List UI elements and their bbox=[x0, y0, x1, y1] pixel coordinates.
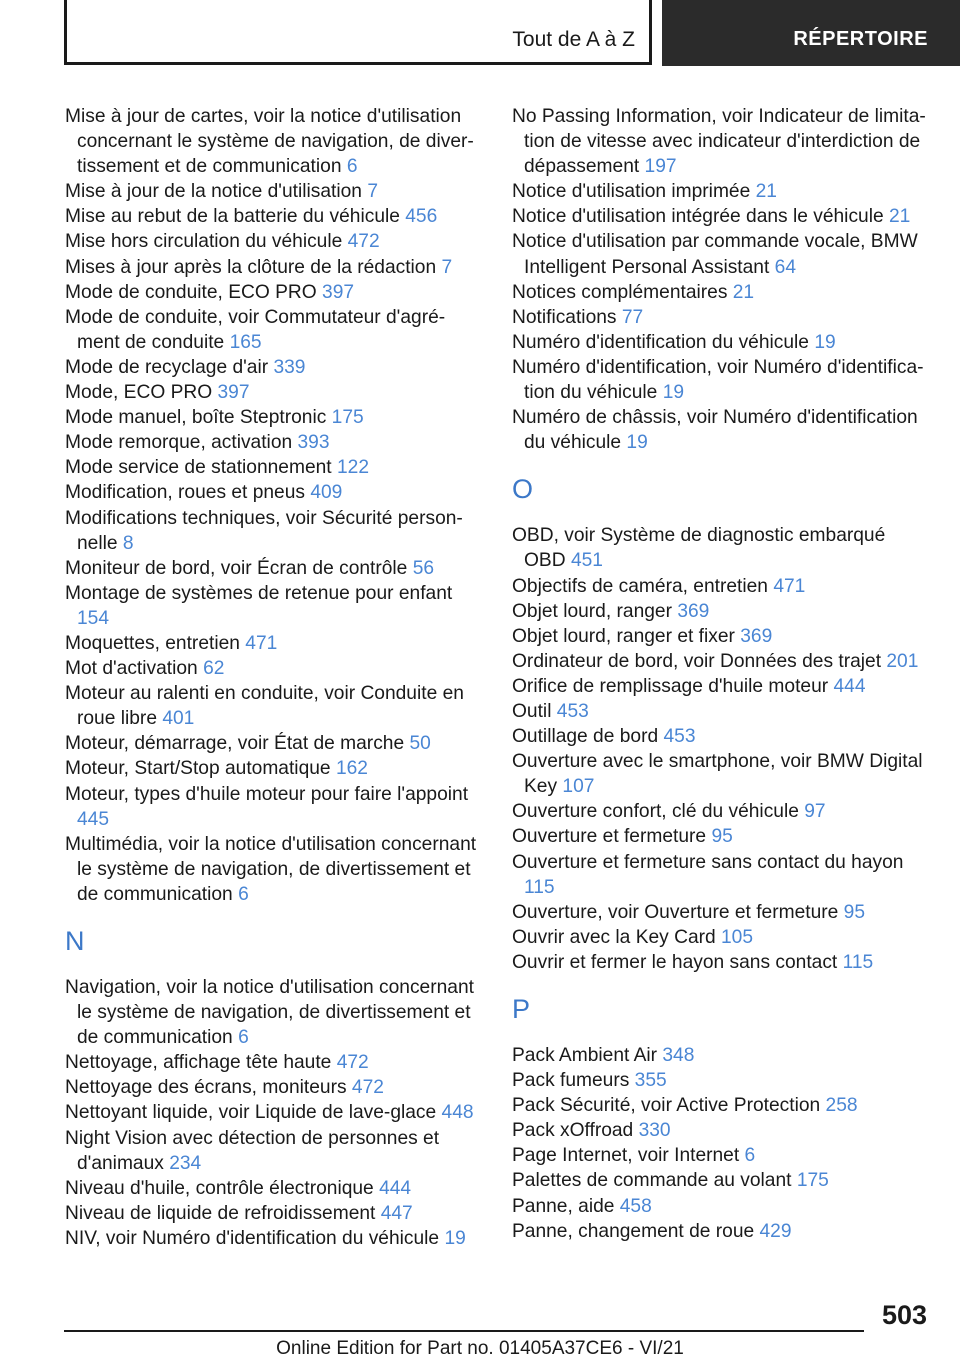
index-entry-page-link[interactable]: 7 bbox=[367, 181, 378, 203]
index-entry-text: Notice d'utilisation imprimée bbox=[512, 181, 751, 203]
index-entry bbox=[65, 782, 480, 832]
index-entry-text: Night Vision avec détection de personnes et d'animaux bbox=[65, 1127, 440, 1174]
index-entry-text: Nettoyage, affichage tête haute bbox=[65, 1052, 332, 1074]
index-entry-page-link[interactable]: 447 bbox=[380, 1202, 413, 1224]
index-entry-text: Objet lourd, ranger et fixer bbox=[512, 625, 735, 647]
index-entry-page-link[interactable]: 77 bbox=[621, 306, 644, 328]
index-entry-page-link[interactable]: 429 bbox=[759, 1220, 792, 1242]
index-entry bbox=[512, 1194, 927, 1219]
header-tab bbox=[662, 0, 960, 66]
index-entry-text: Pack Sécurité, voir Active Protection bbox=[512, 1095, 821, 1117]
index-entry-page-link[interactable]: 21 bbox=[732, 281, 755, 303]
index-entry-page-link[interactable]: 8 bbox=[122, 532, 134, 554]
index-entry-text: Mise hors circulation du véhicule bbox=[65, 231, 343, 253]
index-entry-page-link[interactable]: 472 bbox=[347, 231, 380, 253]
index-entry bbox=[512, 1219, 927, 1244]
index-entry-text: Mot d'activation bbox=[65, 658, 198, 680]
index-entry-text: No Passing Information, voir Indicateur de limitation de vitesse avec indicateur d'interdiction de dépassement bbox=[512, 106, 926, 178]
index-entry-page-link[interactable]: 62 bbox=[203, 658, 225, 680]
index-entry-page-link[interactable]: 401 bbox=[162, 708, 195, 730]
index-entry-text: OBD, voir Système de diagnostic embarqué OBD bbox=[512, 525, 886, 572]
index-entry bbox=[65, 255, 480, 280]
index-entry bbox=[512, 1068, 927, 1093]
index-entry-page-link[interactable]: 453 bbox=[556, 700, 589, 722]
index-entry-text: Pack fumeurs bbox=[512, 1070, 630, 1092]
index-entry-text: Moteur, Start/Stop automatique bbox=[65, 758, 331, 780]
index-entry bbox=[512, 405, 927, 455]
index-entry-page-link[interactable]: 6 bbox=[238, 883, 249, 905]
index-entry bbox=[512, 624, 927, 649]
index-entry-page-link[interactable]: 453 bbox=[663, 726, 696, 748]
index-entry-page-link[interactable]: 50 bbox=[409, 733, 431, 755]
index-entry-page-link[interactable]: 19 bbox=[814, 331, 836, 353]
index-entry-text: Mises à jour après la clôture de la rédaction bbox=[65, 256, 437, 278]
index-entry-page-link[interactable]: 348 bbox=[662, 1045, 695, 1066]
index-entry-page-link[interactable]: 6 bbox=[238, 1027, 249, 1049]
index-entry bbox=[65, 1201, 480, 1226]
index-entry bbox=[65, 731, 480, 756]
index-entry-page-link[interactable]: 115 bbox=[842, 951, 874, 973]
index-entry bbox=[65, 104, 480, 179]
header-divider-bottom bbox=[64, 62, 652, 65]
index-entry-text: Niveau de liquide de refroidissement bbox=[65, 1202, 376, 1224]
index-entry-page-link[interactable]: 19 bbox=[626, 432, 648, 454]
index-entry bbox=[512, 1118, 927, 1143]
index-entry-text: Objectifs de caméra, entretien bbox=[512, 575, 768, 597]
index-entry bbox=[65, 480, 480, 505]
index-entry-text: Moteur, types d'huile moteur pour faire l'appoint bbox=[65, 783, 469, 805]
index-entry bbox=[512, 523, 927, 573]
index-entry-text: Ouverture avec le smartphone, voir BMW Digital Key bbox=[512, 751, 923, 798]
index-entry-page-link[interactable]: 6 bbox=[744, 1145, 756, 1167]
index-entry-text: Niveau d'huile, contrôle électronique bbox=[65, 1177, 374, 1199]
index-entry-text: Ouverture et fermeture sans contact du hayon bbox=[512, 851, 904, 873]
index-entry-page-link[interactable]: 64 bbox=[774, 256, 797, 278]
index-entry-text: Numéro d'identification du véhicule bbox=[512, 331, 809, 353]
index-entry bbox=[65, 455, 480, 480]
index-entry-text: Montage de systèmes de retenue pour enfant bbox=[65, 582, 453, 604]
index-entry bbox=[65, 355, 480, 380]
index-entry bbox=[65, 1100, 480, 1125]
index-entry bbox=[512, 599, 927, 624]
index-entry-text: Palettes de commande au volant bbox=[512, 1170, 792, 1192]
index-entry bbox=[512, 699, 927, 724]
index-letter-heading: P bbox=[512, 994, 531, 1024]
index-entry bbox=[512, 900, 927, 925]
index-entry-text: Mise à jour de cartes, voir la notice d'utilisation concernant le système de navigation, de divertissement et de communication bbox=[65, 106, 474, 178]
index-entry-text: Page Internet, voir Internet bbox=[512, 1145, 740, 1167]
index-entry bbox=[65, 1176, 480, 1201]
index-entry-text: Notice d'utilisation intégrée dans le véhicule bbox=[512, 206, 884, 228]
index-entry-text: Ouvrir avec la Key Card bbox=[512, 926, 716, 948]
index-entry-text: Ordinateur de bord, voir Données des trajet bbox=[512, 650, 882, 672]
index-column-right bbox=[512, 104, 927, 1244]
index-entry bbox=[65, 581, 480, 631]
index-entry bbox=[512, 850, 927, 900]
index-entry bbox=[65, 1126, 480, 1176]
index-entry-page-link[interactable]: 95 bbox=[711, 826, 733, 848]
index-entry-page-link[interactable]: 122 bbox=[336, 457, 369, 479]
index-entry-text: Objet lourd, ranger bbox=[512, 600, 672, 622]
index-entry-page-link[interactable]: 165 bbox=[229, 331, 262, 353]
index-entry bbox=[512, 574, 927, 599]
index-entry bbox=[65, 1050, 480, 1075]
index-entry bbox=[65, 756, 480, 781]
index-entry bbox=[65, 681, 480, 731]
index-entry bbox=[512, 179, 927, 204]
index-entry-page-link[interactable]: 472 bbox=[336, 1052, 369, 1074]
index-entry-text: Ouverture confort, clé du véhicule bbox=[512, 801, 799, 823]
index-entry-text: Modification, roues et pneus bbox=[65, 482, 305, 504]
index-entry-text: Notices complémentaires bbox=[512, 281, 728, 303]
index-entry-text: Nettoyage des écrans, moniteurs bbox=[65, 1077, 347, 1099]
index-entry-page-link[interactable]: 162 bbox=[335, 758, 368, 780]
index-entry-page-link[interactable]: 393 bbox=[297, 432, 330, 454]
index-entry-text: Mode de conduite, voir Commutateur d'agrément de conduite bbox=[65, 306, 446, 353]
header-divider-right bbox=[649, 0, 652, 64]
index-entry-page-link[interactable]: 444 bbox=[379, 1177, 412, 1199]
index-entry-page-link[interactable]: 458 bbox=[619, 1195, 652, 1217]
index-entry bbox=[65, 430, 480, 455]
index-entry-page-link[interactable]: 21 bbox=[889, 206, 911, 228]
index-entry bbox=[65, 975, 480, 1050]
index-column-left bbox=[65, 104, 480, 1251]
index-entry bbox=[65, 1075, 480, 1100]
index-entry bbox=[512, 305, 927, 330]
index-entry bbox=[65, 204, 480, 229]
index-entry bbox=[65, 229, 480, 254]
index-entry bbox=[512, 355, 927, 405]
index-entry bbox=[512, 1093, 927, 1118]
index-entry bbox=[512, 1168, 927, 1193]
index-entry-text: Notice d'utilisation par commande vocale, BMW Intelligent Personal Assistant bbox=[512, 231, 918, 278]
index-entry bbox=[512, 280, 927, 305]
index-entry-page-link[interactable]: 472 bbox=[351, 1077, 384, 1099]
index-entry bbox=[512, 1043, 927, 1068]
index-entry bbox=[512, 229, 927, 279]
index-entry bbox=[65, 832, 480, 907]
index-entry bbox=[512, 925, 927, 950]
index-entry bbox=[512, 674, 927, 699]
index-entry-page-link[interactable]: 56 bbox=[412, 557, 435, 579]
index-entry-text: Panne, changement de roue bbox=[512, 1220, 755, 1242]
index-entry-page-link[interactable]: 97 bbox=[804, 801, 826, 823]
index-entry-page-link[interactable]: 19 bbox=[444, 1227, 466, 1249]
index-entry-text: Multimédia, voir la notice d'utilisation concernant le système de navigation, de divertissement et de communication bbox=[65, 833, 477, 905]
index-entry-page-link[interactable]: 397 bbox=[322, 281, 355, 303]
index-entry-page-link[interactable]: 355 bbox=[634, 1070, 667, 1092]
index-entry-text: Mode, ECO PRO bbox=[65, 382, 213, 404]
index-entry bbox=[65, 656, 480, 681]
index-entry-text: Moniteur de bord, voir Écran de contrôle bbox=[65, 557, 408, 579]
index-entry-text: Numéro d'identification, voir Numéro d'identification du véhicule bbox=[512, 356, 924, 404]
index-entry-page-link[interactable]: 154 bbox=[77, 607, 110, 629]
footer-divider bbox=[64, 1330, 864, 1332]
index-entry-text: Moquettes, entretien bbox=[65, 632, 240, 654]
index-entry-text: Ouverture et fermeture bbox=[512, 826, 707, 848]
index-entry-text: Numéro de châssis, voir Numéro d'identification du véhicule bbox=[512, 407, 918, 454]
index-entry-text: Modifications techniques, voir Sécurité personnelle bbox=[65, 507, 463, 554]
index-entry-text: Pack xOffroad bbox=[512, 1120, 634, 1142]
index-entry-page-link[interactable]: 445 bbox=[77, 808, 110, 830]
header-divider-left bbox=[64, 0, 67, 64]
index-entry-text: Notifications bbox=[512, 306, 617, 328]
index-entry-text: Mise au rebut de la batterie du véhicule bbox=[65, 206, 400, 228]
index-entry-page-link[interactable]: 105 bbox=[721, 926, 754, 948]
index-entry-page-link[interactable]: 369 bbox=[677, 600, 710, 622]
index-entry-text: Mode manuel, boîte Steptronic bbox=[65, 407, 327, 429]
index-letter-heading: N bbox=[65, 926, 85, 956]
index-entry bbox=[512, 649, 927, 674]
index-entry-text: Mode remorque, activation bbox=[65, 432, 293, 454]
index-entry bbox=[65, 631, 480, 656]
index-entry bbox=[65, 1226, 480, 1251]
index-entry bbox=[512, 724, 927, 749]
index-entry-page-link[interactable]: 444 bbox=[833, 675, 866, 697]
index-entry-page-link[interactable]: 369 bbox=[740, 625, 773, 647]
index-entry-page-link[interactable]: 330 bbox=[638, 1120, 671, 1142]
index-entry-text: Nettoyant liquide, voir Liquide de lave-glace bbox=[65, 1102, 437, 1124]
index-entry-text: Moteur, démarrage, voir État de marche bbox=[65, 733, 405, 755]
index-entry-page-link[interactable]: 201 bbox=[886, 650, 919, 672]
index-entry-text: Moteur au ralenti en conduite, voir Conduite en roue libre bbox=[65, 683, 464, 730]
index-entry-text: Outil bbox=[512, 700, 552, 722]
index-entry-page-link[interactable]: 21 bbox=[755, 181, 777, 203]
page-number: 503 bbox=[881, 1300, 927, 1330]
index-entry-text: Ouvrir et fermer le hayon sans contact bbox=[512, 951, 838, 973]
index-entry bbox=[65, 556, 480, 581]
header-tab-label: RÉPERTOIRE bbox=[793, 28, 928, 50]
index-entry bbox=[65, 405, 480, 430]
index-entry bbox=[512, 950, 927, 975]
index-entry-text: Mode de conduite, ECO PRO bbox=[65, 281, 317, 303]
index-entry-page-link[interactable]: 197 bbox=[644, 156, 677, 178]
index-entry-page-link[interactable]: 19 bbox=[662, 382, 685, 404]
index-entry bbox=[65, 506, 480, 556]
index-entry-page-link[interactable]: 6 bbox=[346, 156, 358, 178]
index-entry bbox=[512, 1143, 927, 1168]
index-entry bbox=[65, 305, 480, 355]
index-entry-page-link[interactable]: 258 bbox=[825, 1095, 858, 1117]
index-entry-text: Pack Ambient Air bbox=[512, 1045, 658, 1066]
footer-edition: Online Edition for Part no. 01405A37CE6 - VI/21 bbox=[276, 1338, 684, 1359]
index-entry-text: NIV, voir Numéro d'identification du véhicule bbox=[65, 1227, 440, 1249]
index-entry bbox=[65, 380, 480, 405]
index-entry-page-link[interactable]: 175 bbox=[331, 407, 364, 429]
index-entry bbox=[512, 104, 927, 179]
index-entry-text: Ouverture, voir Ouverture et fermeture bbox=[512, 901, 839, 923]
index-entry-page-link[interactable]: 107 bbox=[562, 776, 595, 798]
index-letter-heading: O bbox=[512, 474, 534, 505]
index-entry-page-link[interactable]: 471 bbox=[245, 632, 278, 654]
index-entry bbox=[512, 749, 927, 799]
index-entry-page-link[interactable]: 471 bbox=[773, 575, 806, 597]
index-entry bbox=[512, 330, 927, 355]
index-entry-page-link[interactable]: 397 bbox=[217, 382, 250, 404]
index-entry-page-link[interactable]: 451 bbox=[570, 550, 603, 572]
index-entry-page-link[interactable]: 456 bbox=[405, 206, 438, 228]
index-entry bbox=[65, 179, 480, 204]
index-entry-page-link[interactable]: 95 bbox=[843, 901, 865, 923]
index-entry bbox=[512, 824, 927, 849]
index-entry-page-link[interactable]: 339 bbox=[273, 356, 306, 378]
index-entry-page-link[interactable]: 7 bbox=[441, 256, 453, 278]
index-entry bbox=[512, 799, 927, 824]
index-entry-page-link[interactable]: 115 bbox=[524, 876, 555, 898]
index-entry-text: Mode service de stationnement bbox=[65, 457, 332, 479]
index-entry-page-link[interactable]: 175 bbox=[796, 1170, 829, 1192]
index-entry bbox=[65, 280, 480, 305]
index-entry bbox=[512, 204, 927, 229]
index-entry-text: Orifice de remplissage d'huile moteur bbox=[512, 675, 829, 697]
index-entry-text: Navigation, voir la notice d'utilisation concernant le système de navigation, de divertissement et de communication bbox=[65, 977, 474, 1049]
header-section-title: Tout de A à Z bbox=[512, 28, 635, 51]
index-entry-page-link[interactable]: 234 bbox=[169, 1152, 202, 1174]
index-entry-page-link[interactable]: 448 bbox=[441, 1102, 474, 1124]
index-entry-text: Outillage de bord bbox=[512, 726, 659, 748]
index-entry-text: Panne, aide bbox=[512, 1195, 615, 1217]
index-entry-text: Mode de recyclage d'air bbox=[65, 356, 269, 378]
index-entry-page-link[interactable]: 409 bbox=[310, 482, 343, 504]
index-entry-text: Mise à jour de la notice d'utilisation bbox=[65, 181, 362, 203]
